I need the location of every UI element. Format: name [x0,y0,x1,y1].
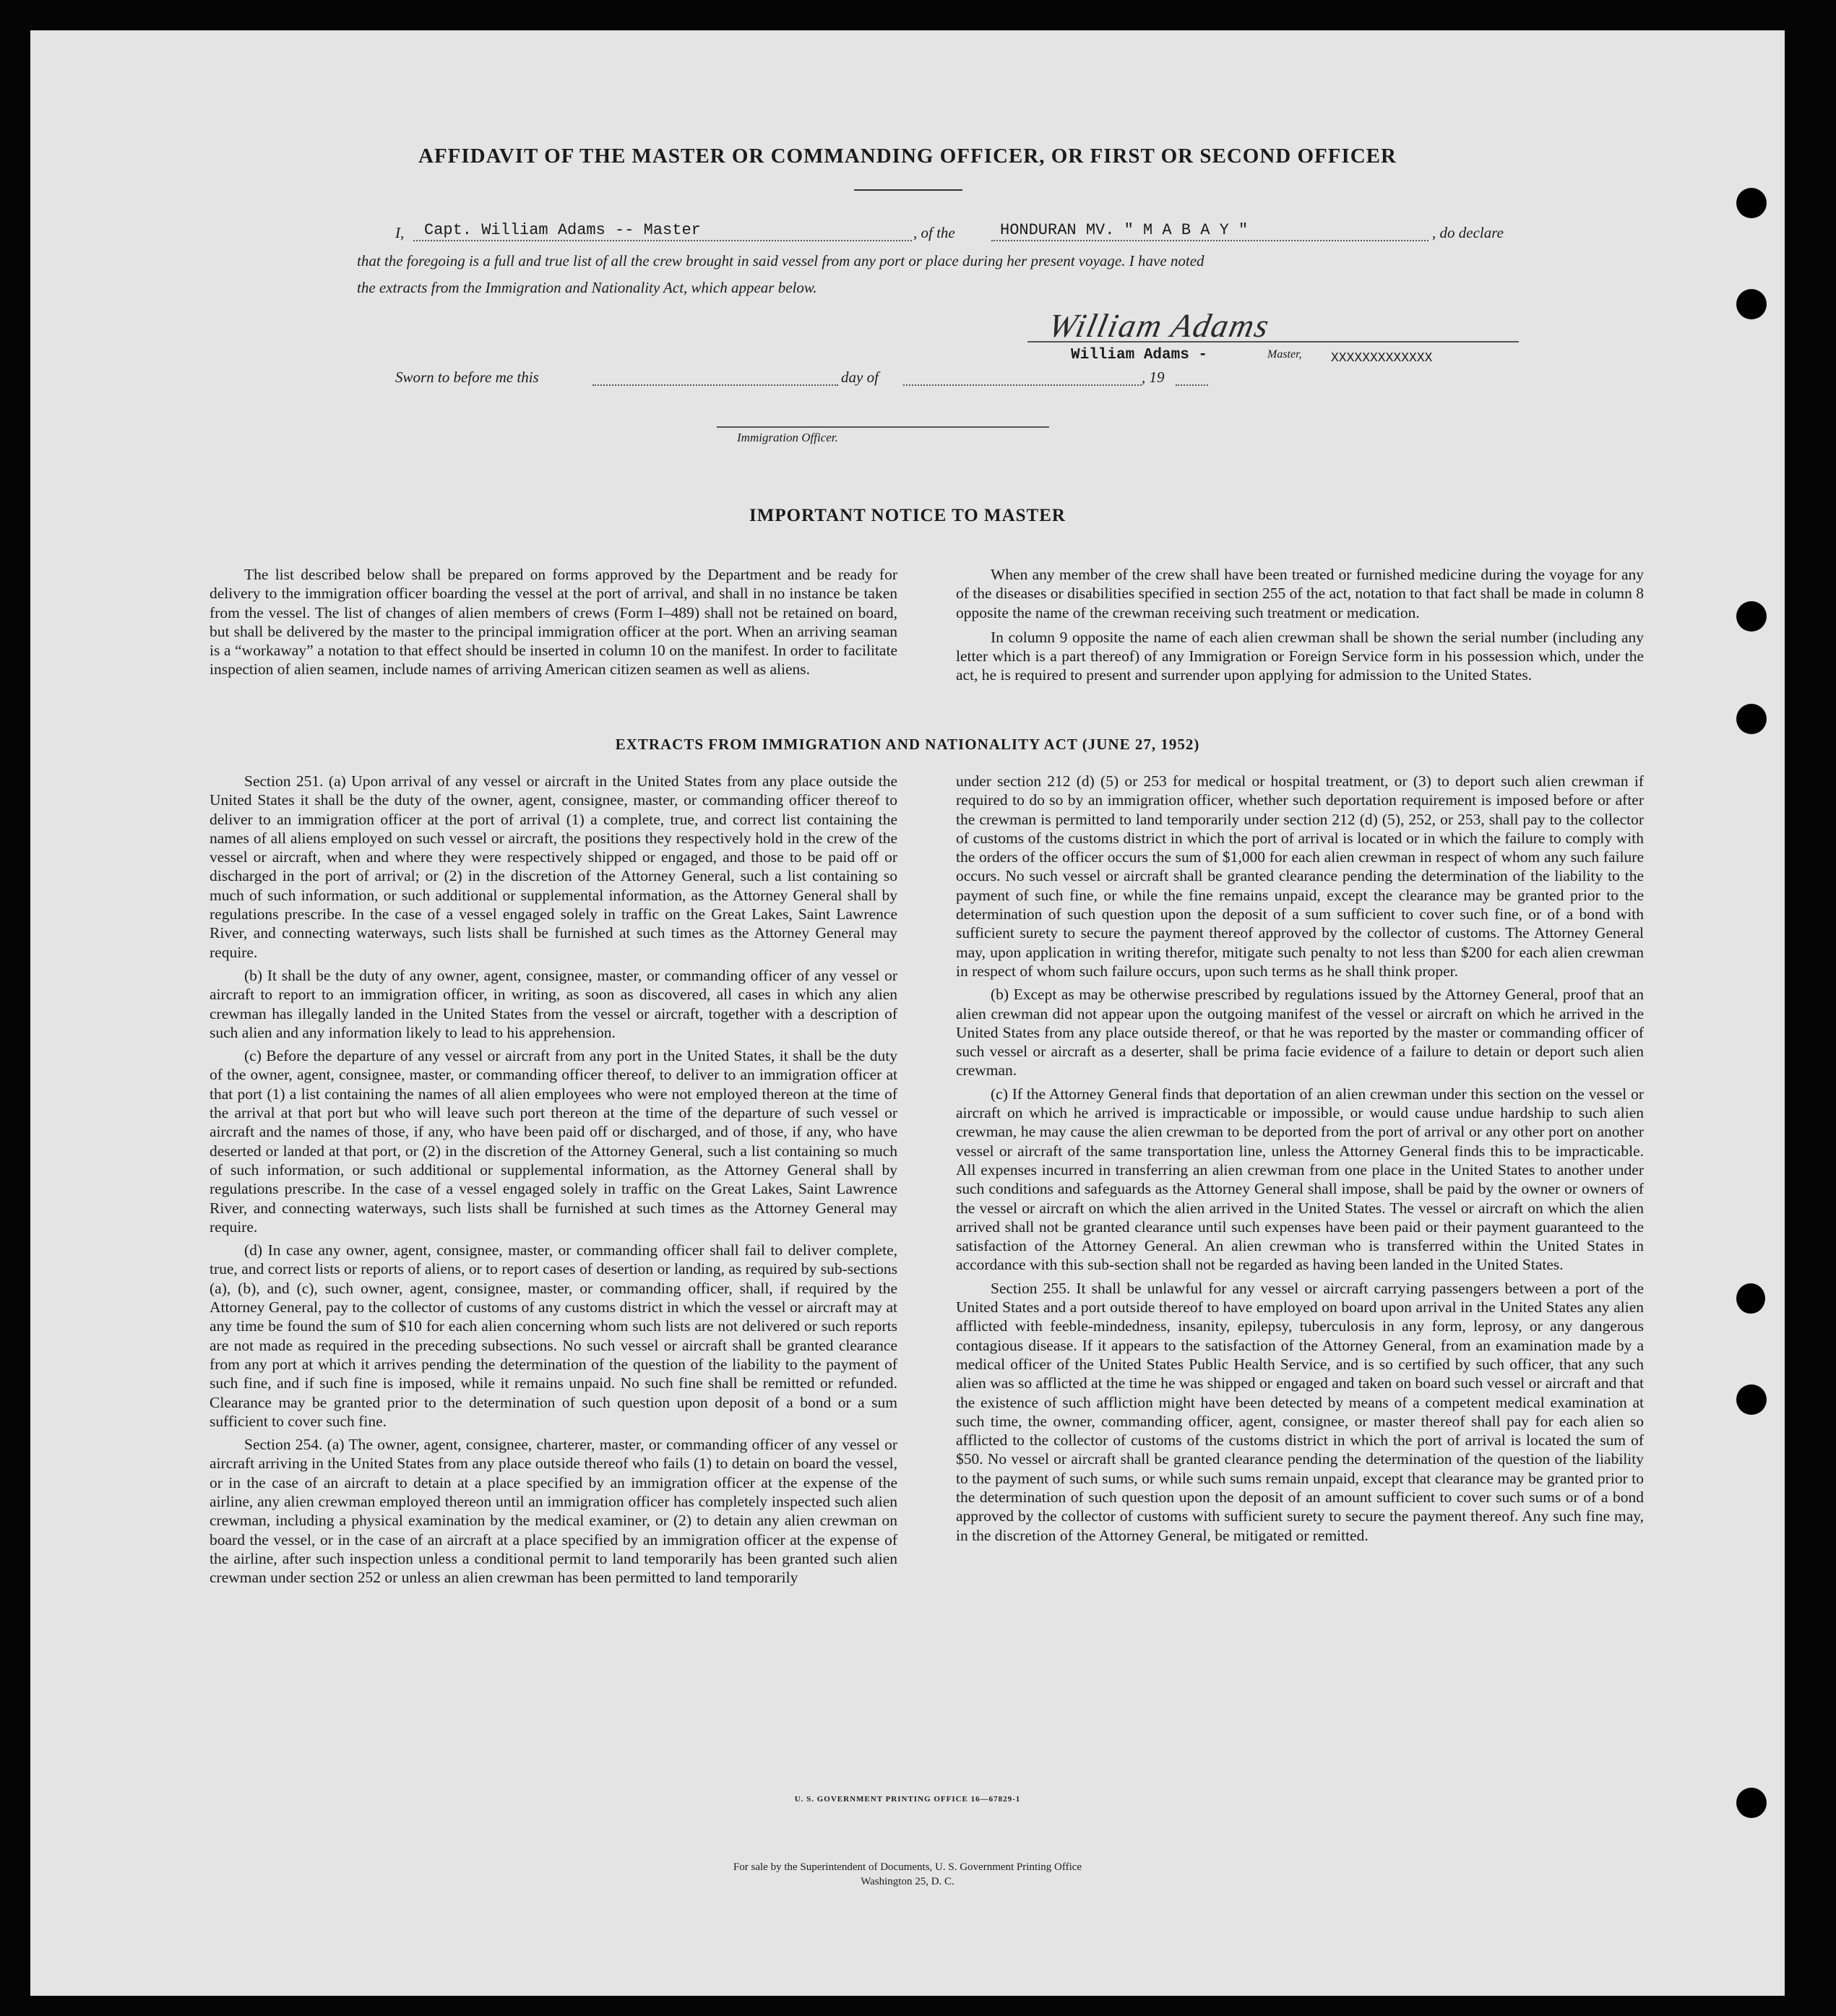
year-label: , 19 [1142,369,1165,386]
punch-hole [1736,704,1767,734]
sworn-underline [592,384,838,386]
statement-line2: the extracts from the Immigration and Nationality Act, which appear below. [357,279,817,296]
printing-office-note: U. S. GOVERNMENT PRINTING OFFICE 16—67829-1 [794,1795,1021,1804]
of-the-label: , of the [913,224,955,241]
year-underline [1176,384,1208,386]
section-251b: (b) It shall be the duty of any owner, agent, consignee, master, or commanding officer of any vessel or aircraft to report to an immigration officer, in writing, as soon as discovered, all cases in which any alien crewman has illegally landed in the United States from the vessel or aircraft, together with a description of such alien and any information likely to lead to his apprehension. [210,966,897,1041]
section-255: Section 255. It shall be unlawful for any vessel or aircraft carrying passengers between a port of the United States and a port outside thereof to have employed on board upon arrival in the United States any alien afflicted with feeble-mindedness, insanity, epilepsy, tuberculosis in any form, leprosy, or any dangerous contagious disease. If it appears to the satisfaction of the Attorney General, from an examination made by a medical officer of the United States Public Health Service, and is so certified by such officer, that any such alien was so afflicted at the time he was shipped or engaged and taken on board such vessel or aircraft and that the existence of such affliction might have been detected by means of a competent medical examination at such time, the owner, commanding officer, agent, consignee, or master thereof shall pay for each alien so afflicted to the collector of customs of the customs district in which the port of arrival is located the sum of $50. No vessel or aircraft shall be granted clearance pending the determination of the question of the liability to the payment of such sums, or while such sums remain unpaid, except that clearance may be granted prior to the determination of such question upon the deposit of an amount sufficient to cover such sums or of a bond approved by the collector of customs with sufficient surety to secure the payment thereof. Any such fine may, in the discretion of the Attorney General, be mitigated or remitted. [956,1279,1644,1544]
vessel-value: HONDURAN MV. " M A B A Y " [1000,221,1249,239]
signature-line [1027,341,1519,343]
sworn-label: Sworn to before me this [395,369,539,386]
extracts-right-column [956,772,1644,1545]
officer-line [717,426,1049,428]
sale-line-1: For sale by the Superintendent of Documents, U. S. Government Printing Office [733,1861,1082,1873]
notice-title: IMPORTANT NOTICE TO MASTER [749,506,1066,525]
statement-line1: that the foregoing is a full and true list of all the crew brought in said vessel from any port or place during her present voyage. I have noted [357,252,1204,270]
sale-line-2: Washington 25, D. C. [861,1876,954,1887]
name-underline [413,240,912,241]
title-rule [854,189,962,191]
vessel-underline [991,240,1428,241]
affidavit-title: AFFIDAVIT OF THE MASTER OR COMMANDING OFFICER, OR FIRST OR SECOND OFFICER [418,145,1397,168]
notice-right-paragraphs: When any member of the crew shall have been treated or furnished medicine during the voyage for any of the diseases or disabilities specified in section 255 of the act, notation to that fact shall be made in column 8 opposite the name of the crewman receiving such treatment or medication. In column 9 opposite the name of each alien crewman shall be shown the serial number (including any letter which is a part thereof) of any Immigration or Foreign Service form in his possession which, under the act, he is required to present and surrender upon applying for admission to the United States. [956,566,1644,684]
section-251d: (d) In case any owner, agent, consignee, master, or commanding officer shall fail to deliver complete, true, and correct lists or reports of aliens, or to report cases of desertion or landing, as required by sub-sections (a), (b), and (c), such owner, agent, consignee, master, or commanding officer, shall, if required by the Attorney General, pay to the collector of customs of any customs district in which the vessel or aircraft may at any time be found the sum of $10 for each alien concerning whom such lists are not delivered or such reports are not made as required in the preceding subsections. No such vessel or aircraft shall be granted clearance from any port at which it arrives pending the determination of the question of the liability to the payment of such fine, and if such fine is imposed, while it remains unpaid. No such fine shall be remitted or refunded. Clearance may be granted prior to the determination of such question upon deposit of a bond or a sum sufficient to cover such fine. [210,1241,897,1430]
punch-hole [1736,1384,1767,1415]
punch-hole [1736,289,1767,319]
document-page [30,30,1785,1996]
master-title: Master, [1267,348,1302,361]
punch-hole [1736,188,1767,218]
section-254a: Section 254. (a) The owner, agent, consignee, charterer, master, or commanding officer of any vessel or aircraft arriving in the United States from any place outside thereof who fails (1) to detain on board the vessel, or in the case of an aircraft to detain at a place specified by an immigration officer at the expense of the airline, any alien crewman employed thereon until an immigration officer has completely inspected such alien crewman, including a physical examination by the medical examiner, or (2) to detain any alien crewman on board the vessel, or in the case of an aircraft at a place specified by an immigration officer at the expense of the airline, after such inspection unless a conditional permit to land temporarily has been granted such alien crewman under section 252 or unless an alien crewman has been permitted to land temporarily [210,1436,897,1587]
extracts-title: EXTRACTS FROM IMMIGRATION AND NATIONALITY ACT (JUNE 27, 1952) [615,736,1200,753]
section-254b: (b) Except as may be otherwise prescribed by regulations issued by the Attorney General, proof that an alien crewman did not appear upon the outgoing manifest of the vessel or aircraft on which he arrived in the United States from any place outside thereof, or that he was reported by the master or commanding officer of such vessel or aircraft as a deserter, shall be prima facie evidence of a failure to detain or deport such alien crewman. [956,986,1644,1080]
i-label: I, [395,224,405,241]
officer-label: Immigration Officer. [737,431,838,444]
do-declare-label: , do declare [1432,224,1504,241]
punch-hole [1736,1283,1765,1314]
section-254a-cont: under section 212 (d) (5) or 253 for medical or hospital treatment, or (3) to deport such alien crewman if required to do so by an immigration officer, whether such deportation requirement is imposed before or after the crewman is permitted to land temporarily under section 212 (d) (5), 252, or 253, shall pay to the collector of customs of the customs district in which the port of arrival is located or in which the failure to comply with the orders of the officer occurs the sum of $1,000 for each alien crewman in respect of whom any such failure occurs. No such vessel or aircraft shall be granted clearance pending the determination of the liability to the payment of such fine, or while the fine remains unpaid, except the clearance may be granted prior to the determination of such question upon the deposit of a sum sufficient to cover such fine, or of a bond with sufficient surety to secure the payment thereof approved by the collector of customs. The Attorney General may, upon application in writing therefor, mitigate such penalty to not less than $200 for each alien crewman in respect of whom such failure occurs, upon such terms as he shall think proper. [956,772,1644,980]
notice-left-paragraph: The list described below shall be prepared on forms approved by the Department and be ready for delivery to the immigration officer boarding the vessel at the port of arrival, and shall in no instance be taken from the vessel. The list of changes of alien members of crews (Form I–489) shall not be retained on board, but shall be delivered by the master to the principal immigration officer at the port. When an arriving seaman is a “workaway” a notation to that effect should be inserted in column 10 on the manifest. In order to facilitate inspection of alien seamen, include names of arriving American citizen seamen as well as aliens. [210,566,897,679]
section-254c: (c) If the Attorney General finds that deportation of an alien crewman under this section on the vessel or aircraft on which he arrived is impracticable or impossible, or would cause undue hardship to such alien crewman, he may cause the alien crewman to be deported from the port of arrival or any other port on another vessel or aircraft of the same transportation line, unless the Attorney General finds this to be impracticable. All expenses incurred in transferring an alien crewman from one place in the United States to another under such conditions and safeguards as the Attorney General shall impose, shall be paid by the owner or owners of the vessel or aircraft on which the alien arrived in the United States. The vessel or aircraft on which the alien arrived shall not be granted clearance until such expenses have been paid or their payment guaranteed to the satisfaction of the Attorney General. An alien crewman who is transferred within the United States in accordance with this sub-section shall not be regarded as having been landed in the United States. [956,1085,1644,1274]
day-of-label: day of [841,369,879,386]
struck-title: XXXXXXXXXXXXX [1331,351,1433,366]
month-underline [903,384,1142,386]
name-value: Capt. William Adams -- Master [424,221,701,239]
section-251c: (c) Before the departure of any vessel or aircraft from any port in the United States, it shall be the duty of the owner, agent, consignee, master, or commanding officer thereof, to deliver to an immigration officer at that port (1) a list containing the names of all alien employees who were not employed thereon at the time of the arrival at that port but who will leave such port thereon at the time of the departure of such vessel or aircraft and the names of those, if any, who have been paid off or discharged, and of those, if any, who have deserted or landed at that port, or (2) in the discretion of the Attorney General, such a list containing so much of such information, or such additional or supplemental information, as the Attorney General shall by regulations prescribe. In the case of a vessel engaged solely in traffic on the Great Lakes, Saint Lawrence River, and connecting waterways, such lists shall be furnished at such times as the Attorney General may require. [210,1047,897,1236]
signature: William Adams [1045,307,1274,344]
punch-hole [1736,1788,1767,1818]
punch-hole [1736,601,1767,632]
section-251a: Section 251. (a) Upon arrival of any vessel or aircraft in the United States from any place outside the United States it shall be the duty of the owner, agent, consignee, master, or commanding officer thereof to deliver to an immigration officer at the port of arrival (1) a complete, true, and correct list containing the names of all aliens employed on such vessel or aircraft, the positions they respectively hold in the crew of the vessel or aircraft, when and where they were respectively shipped or engaged, and those to be paid off or discharged in the port of arrival; or (2) in the discretion of the Attorney General, such a list containing so much of such information, or such additional or supplemental information, as the Attorney General shall by regulations prescribe. In the case of a vessel engaged solely in traffic on the Great Lakes, Saint Lawrence River, and connecting waterways, such lists shall be furnished at such times as the Attorney General may require. [210,772,897,961]
extracts-left-column [210,772,897,1587]
typed-name: William Adams - [1071,347,1208,363]
